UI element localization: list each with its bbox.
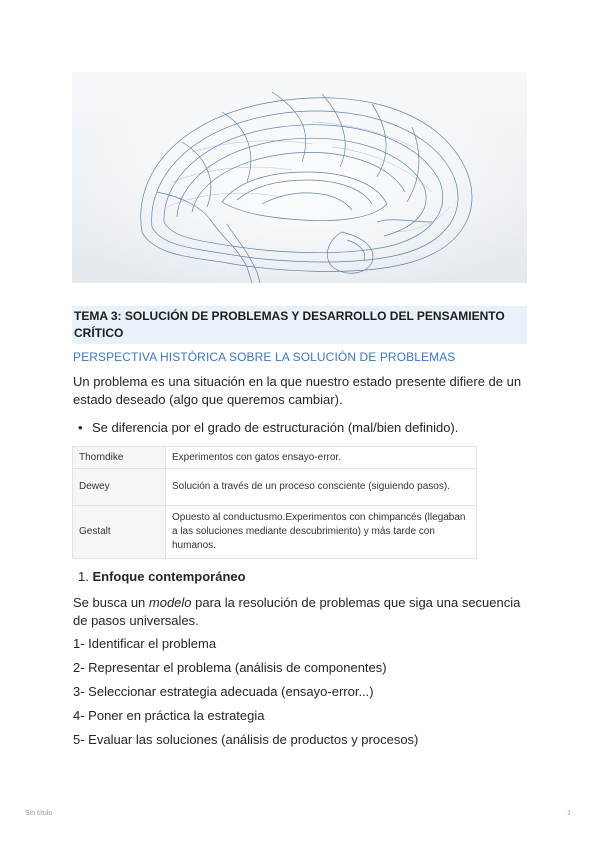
history-table	[72, 446, 477, 559]
footer-doc-name: Sin título	[25, 810, 53, 817]
model-text-after: para la resolución de problemas que siga una secuencia de pasos universales.	[73, 595, 521, 628]
section-title: PERSPECTIVA HISTÓRICA SOBRE LA SOLUCIÓN DE PROBLEMAS	[73, 350, 456, 364]
page-title: TEMA 3: SOLUCIÓN DE PROBLEMAS Y DESARROLLO DEL PENSAMIENTO CRÍTICO	[74, 309, 505, 340]
step-item: 5- Evaluar las soluciones (análisis de productos y procesos)	[73, 732, 419, 747]
numbered-heading-label: Enfoque contemporáneo	[92, 569, 246, 584]
cover-image	[72, 72, 527, 283]
footer-page-number: 1	[567, 810, 571, 817]
table-cell-name: Dewey	[73, 469, 166, 506]
table-row	[73, 447, 477, 469]
brain-illustration	[72, 72, 527, 283]
bullet-item	[78, 419, 458, 436]
table-cell-desc: Solución a través de un proceso consciente (siguiendo pasos).	[166, 469, 477, 506]
bullet-text: Se diferencia por el grado de estructuración (mal/bien definido).	[92, 420, 459, 435]
table-cell-name: Thorndike	[73, 447, 166, 469]
step-item: 4- Poner en práctica la estrategia	[73, 708, 265, 723]
step-item: 1- Identificar el problema	[73, 636, 217, 651]
table-cell-desc: Opuesto al conductusmo.Experimentos con chimpancés (llegaban a las soluciones mediante descubrimiento) y más tarde con humanos.	[166, 506, 477, 559]
list-number: 1.	[78, 569, 89, 584]
intro-paragraph: Un problema es una situación en la que nuestro estado presente difiere de un estado deseado (algo que queremos cambiar).	[73, 374, 522, 407]
table-cell-desc: Experimentos con gatos ensayo-error.	[166, 447, 477, 469]
table-row	[73, 506, 477, 559]
numbered-heading	[78, 568, 246, 585]
table-cell-name: Gestalt	[73, 506, 166, 559]
step-item: 2- Representar el problema (análisis de componentes)	[73, 660, 387, 675]
bullet-icon: •	[78, 420, 83, 435]
model-text-before: Se busca un	[73, 595, 149, 610]
table-row	[73, 469, 477, 506]
step-item: 3- Seleccionar estrategia adecuada (ensayo-error...)	[73, 684, 374, 699]
model-emphasis: modelo	[148, 595, 192, 610]
model-paragraph	[73, 594, 523, 630]
